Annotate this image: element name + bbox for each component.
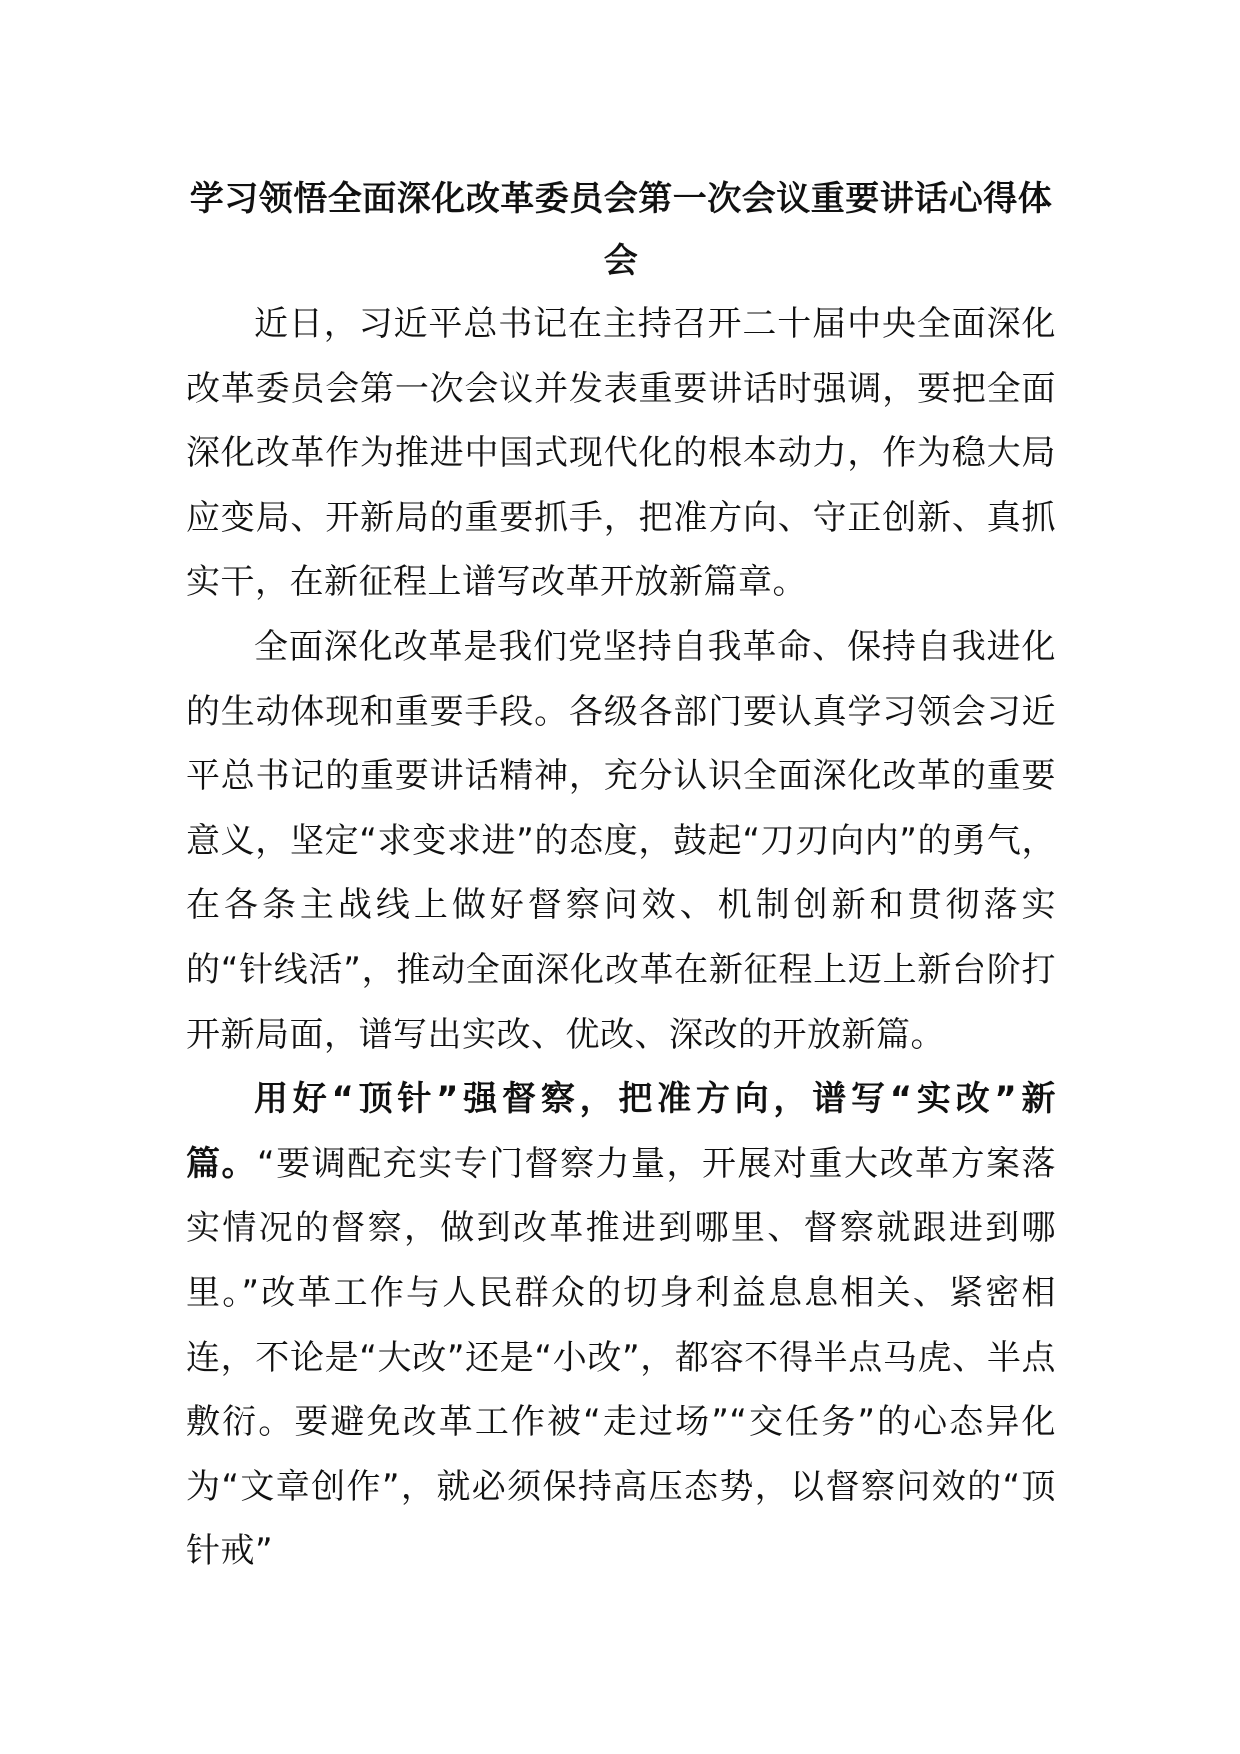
paragraph-significance-text: 全面深化改革是我们党坚持自我革命、保持自我进化的生动体现和重要手段。各级各部门要认真学习领会习近平总书记的重要讲话精神，充分认识全面深化改革的重要意义，坚定“求变求进”的态度，鼓起“刀刃向内”的勇气，在各条主战线上做好督察问效、机制创新和贯彻落实的“针线活”，推动全面深化改革在新征程上迈上新台阶打开新局面，谱写出实改、优改、深改的开放新篇。 — [186, 626, 1056, 1055]
document-page — [186, 168, 1056, 1584]
document-title: 学习领悟全面深化改革委员会第一次会议重要讲话心得体会 — [189, 179, 1053, 281]
paragraph-supervision-text: “要调配充实专门督察力量，开展对重大改革方案落实情况的督察，做到改革推进到哪里、督察就跟进到哪里。”改革工作与人民群众的切身利益息息相关、紧密相连，不论是“大改”还是“小改”，都容不得半点马虎、半点敷衍。要避免改革工作被“走过场”“交任务”的心态异化为“文章创作”，就必须保持高压态势，以督察问效的“顶针戒” — [186, 1143, 1056, 1572]
section-heading: 用好“顶针”强督察，把准方向，谱写“实改”新篇。 — [186, 1079, 1056, 1184]
paragraph-supervision — [186, 1067, 1056, 1584]
paragraph-intro — [186, 292, 1056, 615]
paragraph-intro-text: 近日，习近平总书记在主持召开二十届中央全面深化改革委员会第一次会议并发表重要讲话时强调，要把全面深化改革作为推进中国式现代化的根本动力，作为稳大局应变局、开新局的重要抓手，把准方向、守正创新、真抓实干，在新征程上谱写改革开放新篇章。 — [186, 304, 1056, 603]
paragraph-significance — [186, 615, 1056, 1067]
